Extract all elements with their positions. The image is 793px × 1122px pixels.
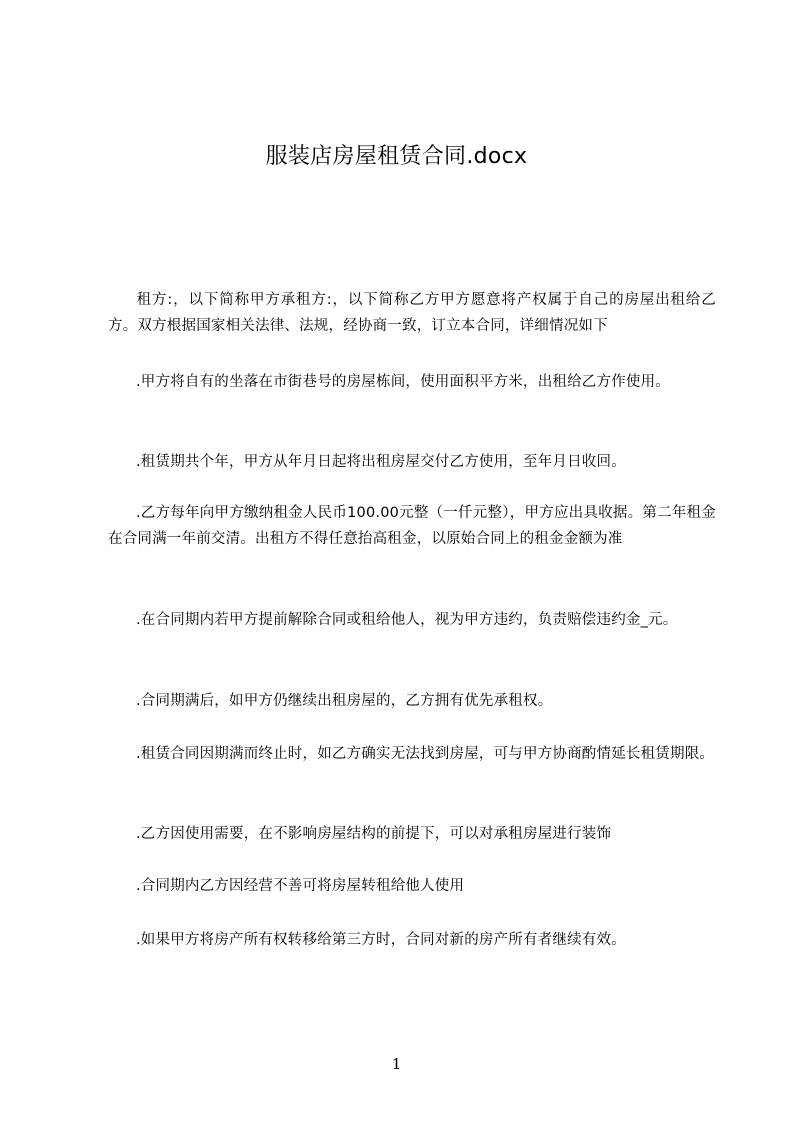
paragraph-clause-5 [108, 688, 716, 714]
paragraph-text: .租赁期共个年，甲方从年月日起将出租房屋交付乙方使用，至年月日收回。 [136, 454, 626, 470]
paragraph-preamble [108, 287, 716, 339]
paragraph-clause-4 [108, 607, 716, 633]
document-title: 服装店房屋租赁合同.docx [265, 144, 528, 169]
paragraph-text: .乙方每年向甲方缴纳租金人民币100.00元整（一仟元整），甲方应出具收据。第二年租金在合同满一年前交清。出租方不得任意抬高租金，以原始合同上的租金金额为准 [108, 505, 716, 547]
paragraph-clause-6 [108, 741, 716, 767]
paragraph-text: .合同期满后，如甲方仍继续出租房屋的，乙方拥有优先承租权。 [136, 693, 553, 709]
paragraph-text: 租方:，以下简称甲方承租方:，以下简称乙方甲方愿意将产权属于自己的房屋出租给乙方。双方根据国家相关法律、法规，经协商一致，订立本合同，详细情况如下 [108, 292, 716, 334]
paragraph-text: .甲方将自有的坐落在市街巷号的房屋栋间，使用面积平方米，出租给乙方作使用。 [136, 374, 671, 390]
paragraph-clause-7 [108, 821, 716, 847]
paragraph-clause-8 [108, 873, 716, 899]
paragraph-clause-3 [108, 500, 716, 552]
page-number: 1 [391, 1055, 402, 1073]
paragraph-text: .合同期内乙方因经营不善可将房屋转租给他人使用 [136, 878, 465, 894]
paragraph-text: .乙方因使用需要，在不影响房屋结构的前提下，可以对承租房屋进行装饰 [136, 826, 612, 842]
paragraph-clause-1 [108, 369, 716, 395]
paragraph-text: .如果甲方将房产所有权转移给第三方时，合同对新的房产所有者继续有效。 [136, 932, 626, 948]
paragraph-clause-2 [108, 449, 716, 475]
paragraph-text: .租赁合同因期满而终止时，如乙方确实无法找到房屋，可与甲方协商酌情延长租赁期限。 [136, 746, 715, 762]
paragraph-clause-9 [108, 927, 716, 953]
paragraph-text: .在合同期内若甲方提前解除合同或租给他人，视为甲方违约，负责赔偿违约金_元。 [136, 612, 678, 628]
